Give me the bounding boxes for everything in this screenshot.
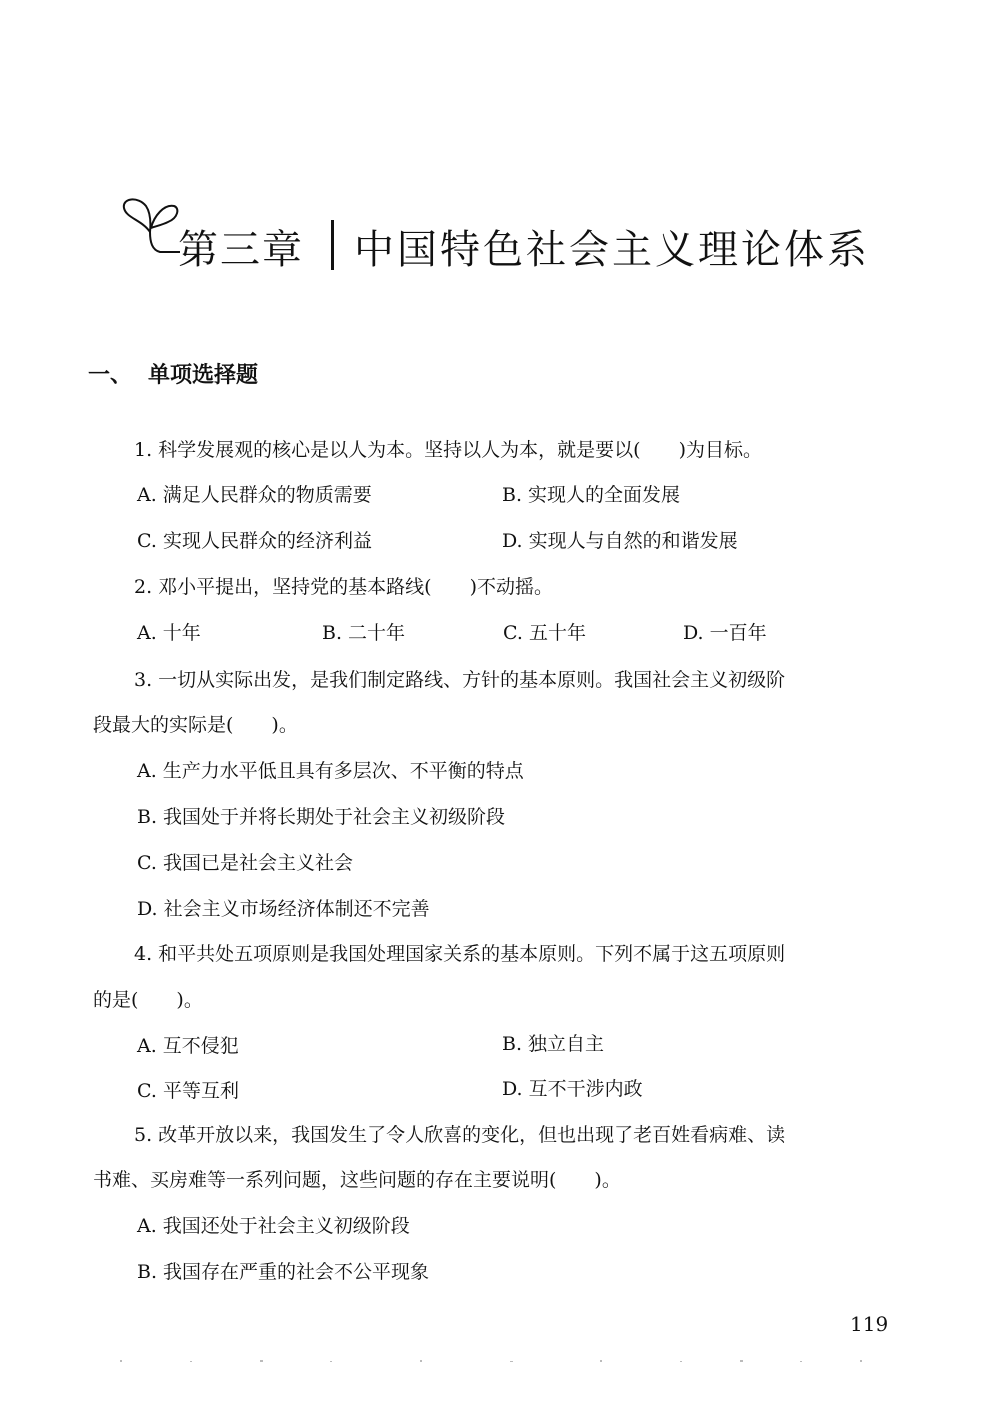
answer-option: C. 我国已是社会主义社会 bbox=[137, 852, 353, 874]
scan-noise bbox=[100, 1358, 900, 1364]
chapter-number: 第三章 bbox=[178, 227, 304, 273]
section-title: 单项选择题 bbox=[148, 363, 259, 388]
chapter-divider bbox=[331, 220, 334, 270]
question-stem: 5. 改革开放以来，我国发生了令人欣喜的变化，但也出现了老百姓看病难、读 bbox=[134, 1124, 786, 1146]
question-stem-continued: 书难、买房难等一系列问题，这些问题的存在主要说明( )。 bbox=[93, 1169, 621, 1191]
question-stem-continued: 的是( )。 bbox=[93, 989, 203, 1011]
answer-option: B. 独立自主 bbox=[502, 1033, 605, 1055]
chapter-header bbox=[120, 188, 880, 288]
section-number: 一、 bbox=[88, 363, 133, 388]
answer-option: B. 我国存在严重的社会不公平现象 bbox=[137, 1261, 430, 1283]
page-number: 119 bbox=[850, 1312, 889, 1336]
answer-option: A. 生产力水平低且具有多层次、不平衡的特点 bbox=[137, 760, 524, 782]
answer-option: B. 实现人的全面发展 bbox=[502, 484, 681, 506]
answer-option: A. 我国还处于社会主义初级阶段 bbox=[137, 1215, 410, 1237]
section-heading bbox=[88, 358, 258, 389]
answer-option: D. 互不干涉内政 bbox=[502, 1078, 643, 1100]
answer-option: C. 平等互利 bbox=[137, 1080, 239, 1102]
answer-option: D. 社会主义市场经济体制还不完善 bbox=[137, 898, 430, 920]
answer-option: A. 互不侵犯 bbox=[137, 1035, 239, 1057]
answer-option: A. 十年 bbox=[137, 622, 201, 644]
answer-option: C. 实现人民群众的经济利益 bbox=[137, 530, 372, 552]
question-stem-continued: 段最大的实际是( )。 bbox=[93, 714, 298, 736]
question-stem: 4. 和平共处五项原则是我国处理国家关系的基本原则。下列不属于这五项原则 bbox=[134, 943, 786, 965]
question-stem: 2. 邓小平提出，坚持党的基本路线( )不动摇。 bbox=[134, 576, 553, 598]
sprout-icon bbox=[120, 188, 182, 258]
answer-option: D. 一百年 bbox=[683, 622, 767, 644]
answer-option: D. 实现人与自然的和谐发展 bbox=[502, 530, 738, 552]
answer-option: B. 我国处于并将长期处于社会主义初级阶段 bbox=[137, 806, 506, 828]
answer-option: A. 满足人民群众的物质需要 bbox=[137, 484, 372, 506]
answer-option: B. 二十年 bbox=[322, 622, 406, 644]
question-stem: 1. 科学发展观的核心是以人为本。坚持以人为本，就是要以( )为目标。 bbox=[134, 439, 762, 461]
answer-option: C. 五十年 bbox=[503, 622, 586, 644]
chapter-title: 中国特色社会主义理论体系 bbox=[354, 227, 870, 273]
question-stem: 3. 一切从实际出发，是我们制定路线、方针的基本原则。我国社会主义初级阶 bbox=[134, 669, 786, 691]
